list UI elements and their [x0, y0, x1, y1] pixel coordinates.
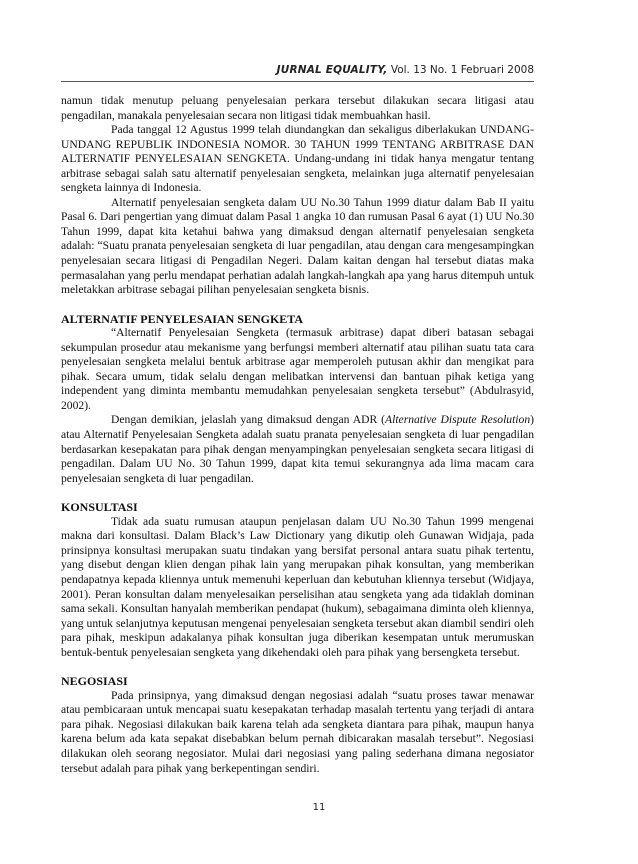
spacer	[61, 298, 534, 312]
heading-negosiasi: NEGOSIASI	[61, 674, 128, 689]
heading-konsultasi: KONSULTASI	[61, 500, 138, 515]
spacer	[61, 486, 534, 500]
paragraph-alternatif-definition: “Alternatif Penyelesaian Sengketa (termasuk arbitrase) dapat diberi batasan sebagai sekumpulan prosedur atau mekanisme yang berfungsi memberi alternatif atau pilihan suatu tata cara penyelesaian sengketa melalui bentuk arbitrase agar memperoleh putusan akhir dan mengikat para pihak. Secara umum, tidak selalu dengan melibatkan intervensi dan bantuan pihak ketiga yang independent yang diminta membantu memudahkan penyelesaian sengketa tersebut” (Abdulrasyid, 2002).	[61, 326, 534, 412]
heading-alternatif-penyelesaian-sengketa: ALTERNATIF PENYELESAIAN SENGKETA	[61, 311, 304, 326]
paragraph-uu-definition: Alternatif penyelesaian sengketa dalam UU No.30 Tahun 1999 diatur dalam Bab II yaitu Pasal 6. Dari pengertian yang dimuat dalam Pasal 1 angka 10 dan rumusan Pasal 6 ayat (1) UU No.30 Tahun 1999, dapat kita ketahui bahwa yang dimaksud dengan alternatif penyelesaian sengketa adalah: “Suatu pranata penyelesaian sengketa di luar pengadilan, atau dengan cara mengesampingkan penyelesaian secara litigasi di Pengadilan Negeri. Dalam kaitan dengan hal tersebut diatas maka permasalahan yang perlu mendapat perhatian adalah langkah-langkah apa yang harus ditempuh untuk meletakkan arbitrase sebagai pilihan penyelesaian sengketa bisnis.	[61, 195, 534, 297]
running-header	[277, 64, 534, 76]
adr-text-before: Dengan demikian, jelaslah yang dimaksud dengan ADR (	[111, 413, 386, 427]
paragraph-konsultasi: Tidak ada suatu rumusan ataupun penjelasan dalam UU No.30 Tahun 1999 mengenai makna dari konsultasi. Dalam Black’s Law Dictionary yang dikutip oleh Gunawan Widjaja, pada prinsipnya konsultasi merupakan suatu tindakan yang bersifat personal antara suatu pihak tertentu, yang disebut dengan klien dengan pihak lain yang merupakan pihak konsultan, yang memberikan pendapatnya kepada kliennya untuk memenuhi keperluan dan kebutuhan kliennya tersebut (Widjaya, 2001). Peran konsultan dalam menyelesaikan perselisihan atau sengketa yang ada tidaklah dominan sama sekali. Konsultan hanyalah memberikan pendapat (hukum), sebagaimana diminta oleh kliennya, yang untuk selanjutnya keputusan mengenai penyelesaian sengketa tersebut akan diambil sendiri oleh para pihak, meskipun adakalanya pihak konsultan juga diberikan kesempatan untuk merumuskan bentuk-bentuk penyelesaian sengketa yang dikehendaki oleh para pihak yang bersengketa tersebut.	[61, 514, 534, 659]
paragraph-adr	[61, 413, 534, 486]
paragraph-negosiasi: Pada prinsipnya, yang dimaksud dengan negosiasi adalah “suatu proses tawar menawar atau pembicaraan untuk mencapai suatu kesepakatan terhadap masalah tertentu yang terjadi di antara para pihak. Negosiasi dilakukan baik karena telah ada sengketa diantara para pihak, maupun hanya karena belum ada kata sepakat disebabkan belum pernah dibicarakan masalah tersebut”. Negosiasi dilakukan oleh seorang negosiator. Mulai dari negosiasi yang paling sederhana dimana negosiator tersebut adalah para pihak yang berkepentingan sendiri.	[61, 688, 534, 775]
paragraph-continued: namun tidak menutup peluang penyelesaian perkara tersebut dilakukan secara litigasi atau pengadilan, manakala penyelesaian secara non litigasi tidak membuahkan hasil.	[61, 94, 534, 122]
spacer	[61, 660, 534, 674]
paragraph-uu-enactment: Pada tanggal 12 Agustus 1999 telah diundangkan dan sekaligus diberlakukan UNDANG-UNDANG REPUBLIK INDONESIA NOMOR. 30 TAHUN 1999 TENTANG ARBITRASE DAN ALTERNATIF PENYELESAIAN SENGKETA. Undang-undang ini tidak hanya mengatur tentang arbitrase sebagai salah satu alternatif penyelesaian sengketa, melainkan juga alternatif penyelesaian sengketa lainnya di Indonesia.	[61, 123, 534, 195]
journal-issue: Vol. 13 No. 1 Februari 2008	[387, 64, 534, 76]
header-rule	[61, 81, 534, 82]
adr-term-italic: Alternative Dispute Resolution	[385, 413, 531, 427]
journal-name: JURNAL EQUALITY,	[276, 64, 388, 76]
page-number: 11	[312, 802, 326, 813]
adr-text-after: ) atau Alternatif Penyelesaian Sengketa adalah suatu pranata penyelesaian sengketa di luar pengadilan berdasarkan kesepakatan para pihak dengan menyampingkan penyelesaian sengketa secara litigasi di pengadilan. Dalam UU No. 30 Tahun 1999, dapat kita temui sekurangnya ada lima macam cara penyelesaian sengketa di luar pengadilan.	[61, 413, 534, 485]
article-body	[61, 94, 534, 776]
